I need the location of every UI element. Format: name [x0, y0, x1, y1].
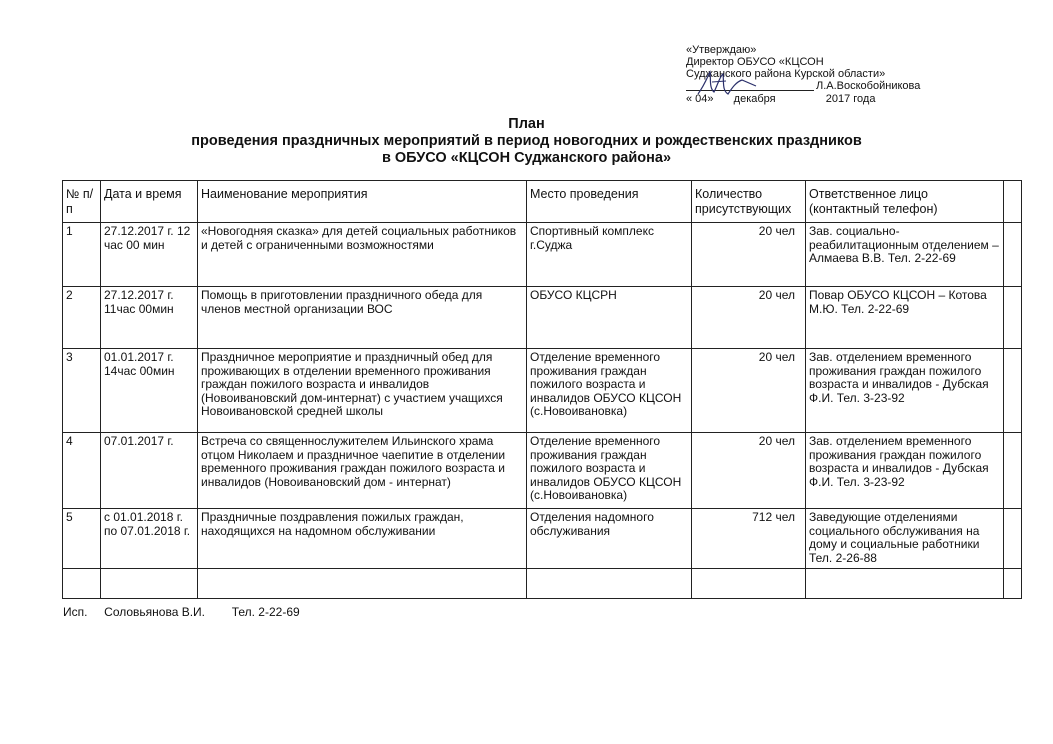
row-place: Отделения надомного обслуживания — [527, 509, 692, 569]
approval-date-year: 2017 года — [825, 93, 876, 105]
row-event: Помощь в приготовлении праздничного обеда для членов местной организации ВОС — [198, 287, 527, 349]
row-extra — [1004, 223, 1022, 287]
header-count: Количество присутствующих — [692, 181, 806, 223]
empty-cell — [63, 569, 101, 599]
executor-line — [63, 605, 300, 619]
executor-phone: Тел. 2-22-69 — [231, 605, 300, 619]
row-extra — [1004, 509, 1022, 569]
header-extra — [1004, 181, 1022, 223]
executor-name: Соловьянова В.И. — [104, 605, 206, 619]
empty-cell — [692, 569, 806, 599]
approval-line-2: Директор ОБУСО «КЦСОН — [686, 56, 824, 68]
row-num: 4 — [63, 433, 101, 509]
approval-date-month: декабря — [733, 93, 776, 105]
empty-cell — [806, 569, 1004, 599]
header-num: № п/п — [63, 181, 101, 223]
row-num: 3 — [63, 349, 101, 433]
approval-line-3: Суджанского района Курской области» — [686, 68, 886, 80]
row-responsible: Заведующие отделениями социального обслуживания на дому и социальные работники Тел. 2-26-88 — [806, 509, 1004, 569]
row-date: 27.12.2017 г. 12 час 00 мин — [101, 223, 198, 287]
row-responsible: Зав. отделением временного проживания граждан пожилого возраста и инвалидов - Дубская Ф.И. Тел. 3-23-92 — [806, 433, 1004, 509]
row-extra — [1004, 287, 1022, 349]
header-responsible: Ответственное лицо (контактный телефон) — [806, 181, 1004, 223]
table-row — [63, 223, 1022, 287]
header-event: Наименование мероприятия — [198, 181, 527, 223]
header-place: Место проведения — [527, 181, 692, 223]
title-line-2: проведения праздничных мероприятий в период новогодних и рождественских праздников — [191, 133, 862, 149]
table-row — [63, 509, 1022, 569]
row-count: 20 чел — [692, 433, 806, 509]
table-row — [63, 433, 1022, 509]
empty-cell — [101, 569, 198, 599]
row-responsible: Зав. отделением временного проживания граждан пожилого возраста и инвалидов - Дубская Ф.И. Тел. 3-23-92 — [806, 349, 1004, 433]
row-event: Праздничное мероприятие и праздничный обед для проживающих в отделении временного проживания граждан пожилого возраста и инвалидов (Новоивановский дом-интернат) с участием учащихся Новоивановской средней школы — [198, 349, 527, 433]
row-num: 1 — [63, 223, 101, 287]
row-num: 2 — [63, 287, 101, 349]
empty-cell — [1004, 569, 1022, 599]
approval-line-1: «Утверждаю» — [686, 44, 757, 56]
empty-cell — [198, 569, 527, 599]
row-count: 20 чел — [692, 287, 806, 349]
row-event: «Новогодняя сказка» для детей социальных работников и детей с ограниченными возможностями — [198, 223, 527, 287]
executor-label: Исп. — [63, 605, 88, 619]
row-event: Праздничные поздравления пожилых граждан, находящихся на надомном обслуживании — [198, 509, 527, 569]
row-place: ОБУСО КЦСРН — [527, 287, 692, 349]
row-responsible: Зав. социально-реабилитационным отделением – Алмаева В.В. Тел. 2-22-69 — [806, 223, 1004, 287]
row-date: 07.01.2017 г. — [101, 433, 198, 509]
document-title — [0, 116, 1053, 167]
row-responsible: Повар ОБУСО КЦСОН – Котова М.Ю. Тел. 2-22-69 — [806, 287, 1004, 349]
row-place: Отделение временного проживания граждан пожилого возраста и инвалидов ОБУСО КЦСОН (с.Новоивановка) — [527, 433, 692, 509]
title-line-3: в ОБУСО «КЦСОН Суджанского района» — [381, 150, 672, 166]
row-place: Отделение временного проживания граждан пожилого возраста и инвалидов ОБУСО КЦСОН (с.Новоивановка) — [527, 349, 692, 433]
title-line-1: План — [508, 116, 545, 132]
events-table — [62, 180, 1022, 599]
approval-date-day: « 04» — [686, 93, 714, 105]
table-row-empty — [63, 569, 1022, 599]
row-date: 27.12.2017 г. 11час 00мин — [101, 287, 198, 349]
row-event: Встреча со священнослужителем Ильинского храма отцом Николаем и праздничное чаепитие в отделении временного проживания граждан пожилого возраста и инвалидов (Новоивановский дом - интернат) — [198, 433, 527, 509]
row-count: 20 чел — [692, 349, 806, 433]
table-row — [63, 349, 1022, 433]
row-count: 712 чел — [692, 509, 806, 569]
row-date: 01.01.2017 г. 14час 00мин — [101, 349, 198, 433]
handwritten-signature — [690, 64, 760, 104]
table-header-row — [63, 181, 1022, 223]
empty-cell — [527, 569, 692, 599]
row-place: Спортивный комплекс г.Суджа — [527, 223, 692, 287]
signer-name: Л.А.Воскобойникова — [816, 80, 921, 92]
row-extra — [1004, 433, 1022, 509]
header-date: Дата и время — [101, 181, 198, 223]
row-extra — [1004, 349, 1022, 433]
table-row — [63, 287, 1022, 349]
row-count: 20 чел — [692, 223, 806, 287]
row-num: 5 — [63, 509, 101, 569]
row-date: с 01.01.2018 г. по 07.01.2018 г. — [101, 509, 198, 569]
